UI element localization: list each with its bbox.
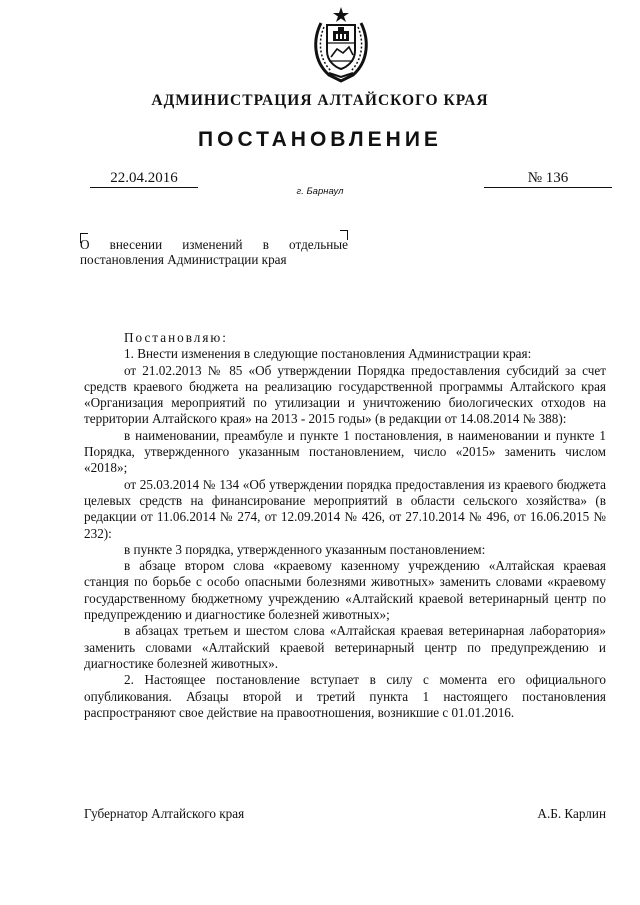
document-number: № 136 [484, 170, 612, 188]
document-city: г. Барнаул [296, 186, 344, 197]
body-paragraph: в наименовании, преамбуле и пункте 1 постановления, в наименовании и пункте 1 Порядка, утвержденного указанным постановлением, число «2015» заменить числом «2018»; [84, 427, 606, 476]
document-body [84, 330, 606, 721]
signatory-title: Губернатор Алтайского края [84, 806, 245, 821]
body-paragraph: в абзаце втором слова «краевому казенному учреждению «Алтайская краевая станция по борьбе с особо опасными болезнями животных» заменить словами «краевому государственному бюджетному учреждению «Алтайский краевой ветеринарный центр по предупреждению и диагностике болезней животных»; [84, 558, 606, 623]
body-paragraph: от 21.02.2013 № 85 «Об утверждении Порядка предоставления субсидий за счет средств краевого бюджета на реализацию государственной программы Алтайского края «Организация мероприятий по утилизации и уничтожению биологических отходов на территории Алтайского края» на 2013 - 2015 годы» (в редакции от 14.08.2014 № 388): [84, 362, 606, 427]
body-paragraph: от 25.03.2014 № 134 «Об утверждении порядка предоставления из краевого бюджета целевых средств на финансирование мероприятий в области сельского хозяйства» (в редакции от 11.06.2014 № 274, от 12.09.2014 № 426, от 27.10.2014 № 496, от 16.06.2015 № 232): [84, 476, 606, 541]
document-date: 22.04.2016 [90, 170, 198, 188]
body-paragraph: 2. Настоящее постановление вступает в силу с момента его официального опубликования. Абзацы второй и третий пункта 1 настоящего постановления распространяют свое действие на правоотношения, возникшие с 01.01.2016. [84, 672, 606, 720]
subject-line-2: постановления Администрации края [80, 252, 287, 267]
decree-word: Постановляю: [124, 330, 228, 345]
body-paragraph: 1. Внести изменения в следующие постановления Администрации края: [124, 346, 532, 362]
organization-name: АДМИНИСТРАЦИЯ АЛТАЙСКОГО КРАЯ [151, 92, 489, 109]
document-subject [80, 237, 348, 267]
body-paragraph: в абзацах третьем и шестом слова «Алтайская краевая ветеринарная лаборатория» заменить словами «Алтайский краевой ветеринарный центр по предупреждению и диагностике болезней животных». [84, 623, 606, 671]
subject-line-1: О внесении изменений в отдельные [80, 237, 348, 252]
coat-of-arms-icon [309, 5, 373, 83]
document-type-title: ПОСТАНОВЛЕНИЕ [198, 128, 442, 151]
body-paragraph: в пункте 3 порядка, утвержденного указанным постановлением: [124, 541, 486, 557]
signatory-name: А.Б. Карлин [537, 806, 606, 821]
